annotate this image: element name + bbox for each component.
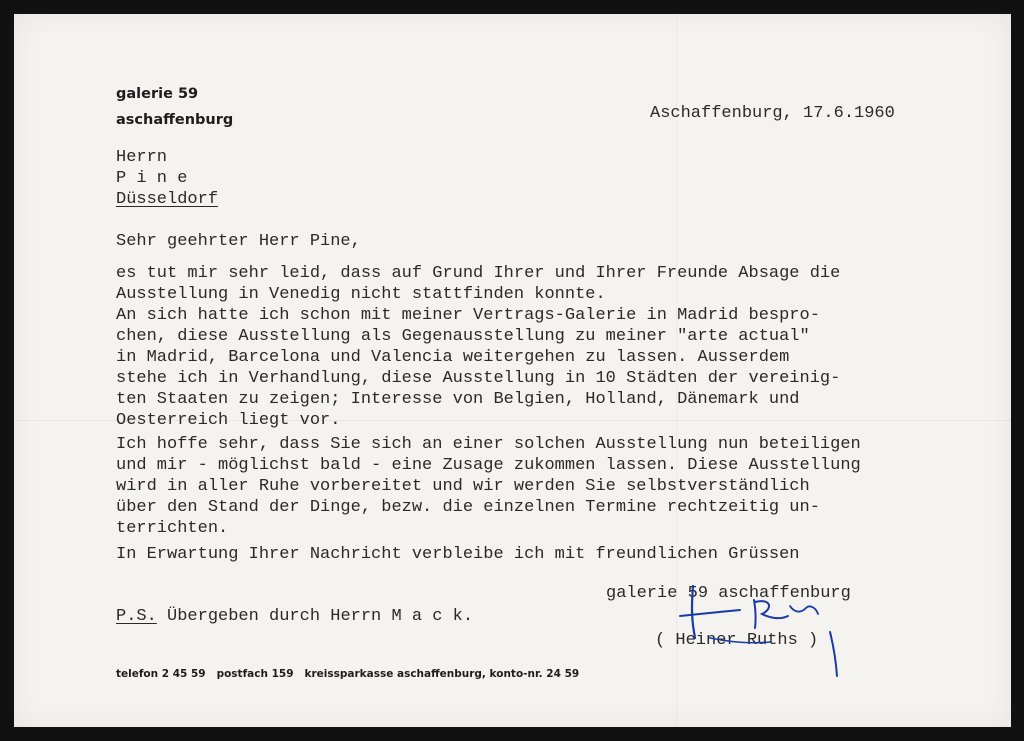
paragraph2-line: und mir - möglichst bald - eine Zusage zukommen lassen. Diese Ausstellung <box>116 456 861 475</box>
closing-line: In Erwartung Ihrer Nachricht verbleibe ich mit freundlichen Grüssen <box>116 545 800 564</box>
salutation: Sehr geehrter Herr Pine, <box>116 232 361 251</box>
paragraph1-line: Oesterreich liegt vor. <box>116 411 341 430</box>
paragraph1-line: in Madrid, Barcelona und Valencia weitergehen zu lassen. Ausserdem <box>116 348 790 367</box>
paragraph1-line: Ausstellung in Venedig nicht stattfinden konnte. <box>116 285 606 304</box>
handwritten-signature <box>670 580 850 680</box>
recipient-city: Düsseldorf <box>116 190 219 209</box>
postscript-label: P.S. <box>116 607 157 626</box>
letterhead-city: aschaffenburg <box>116 112 234 128</box>
recipient-title: Herrn <box>116 148 168 167</box>
signatory-name: ( Heiner Ruths ) <box>655 631 819 650</box>
paragraph1-line: ten Staaten zu zeigen; Interesse von Belgien, Holland, Dänemark und <box>116 390 800 409</box>
signature-organization: galerie 59 aschaffenburg <box>606 584 851 603</box>
postscript-text: Übergeben durch Herrn M a c k. <box>156 607 474 626</box>
recipient-name: P i n e <box>116 169 188 188</box>
date-line: Aschaffenburg, 17.6.1960 <box>650 104 895 123</box>
paragraph1-line: es tut mir sehr leid, dass auf Grund Ihrer und Ihrer Freunde Absage die <box>116 264 841 283</box>
letterhead-footer: telefon 2 45 59 postfach 159 kreissparkasse aschaffenburg, konto-nr. 24 59 <box>116 668 580 680</box>
paragraph2-line: Ich hoffe sehr, dass Sie sich an einer solchen Ausstellung nun beteiligen <box>116 435 861 454</box>
paragraph2-line: terrichten. <box>116 519 229 538</box>
paragraph1-line: An sich hatte ich schon mit meiner Vertrags-Galerie in Madrid bespro- <box>116 306 820 325</box>
paragraph1-line: chen, diese Ausstellung als Gegenausstellung zu meiner "arte actual" <box>116 327 810 346</box>
letterhead-name: galerie 59 <box>116 86 199 102</box>
paragraph2-line: wird in aller Ruhe vorbereitet und wir werden Sie selbstverständlich <box>116 477 810 496</box>
postscript <box>116 607 473 626</box>
paragraph1-line: stehe ich in Verhandlung, diese Ausstellung in 10 Städten der vereinig- <box>116 369 841 388</box>
paragraph2-line: über den Stand der Dinge, bezw. die einzelnen Termine rechtzeitig un- <box>116 498 820 517</box>
